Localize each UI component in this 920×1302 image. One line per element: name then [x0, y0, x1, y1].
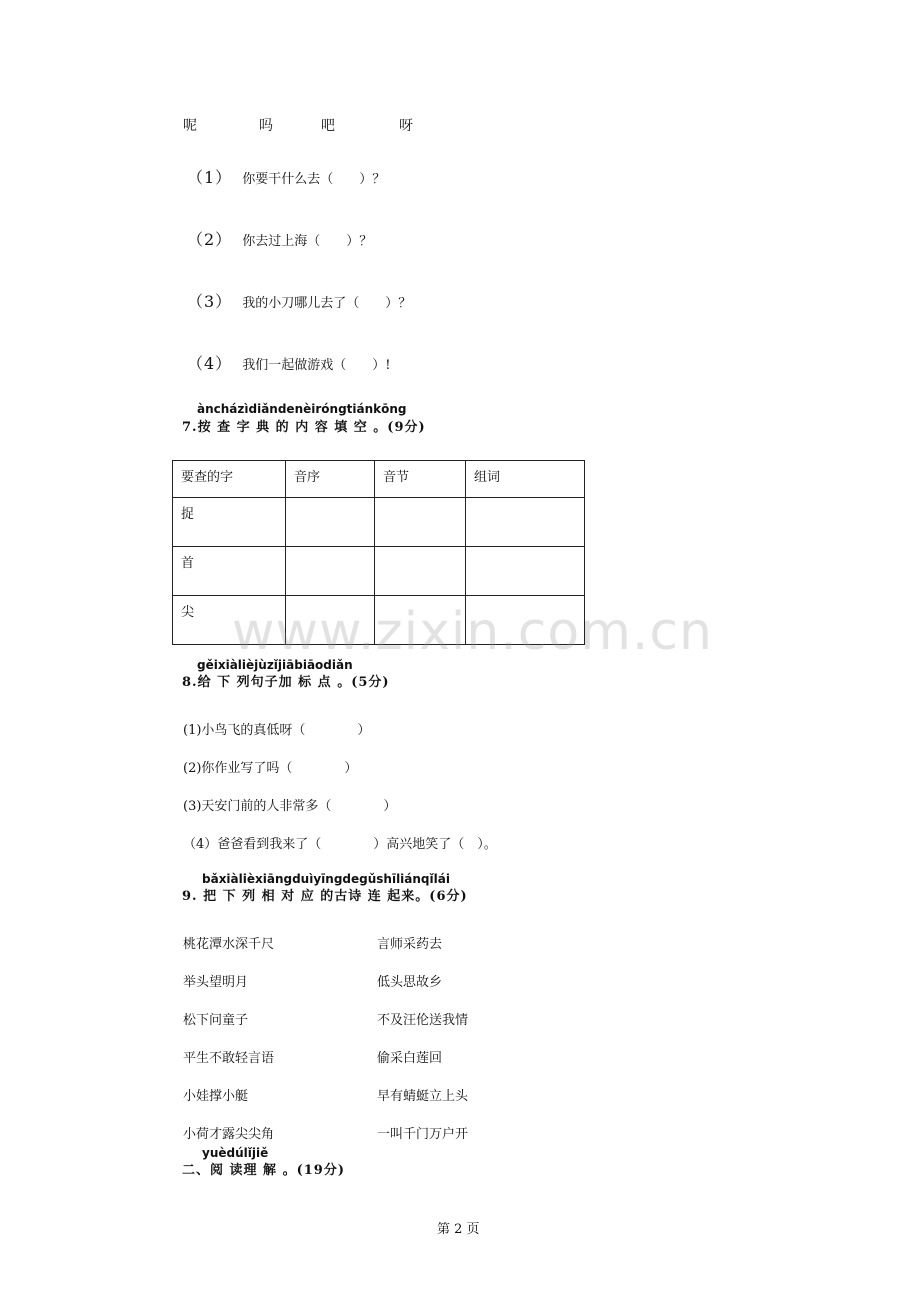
word-bank-item: 吗 — [259, 118, 273, 134]
poem-left-line[interactable]: 小娃撑小艇 — [183, 1089, 249, 1104]
table-header-cell: 要查的字 — [173, 461, 286, 498]
question-number: （1） — [187, 168, 233, 187]
question-number: （3） — [187, 292, 233, 311]
question-number: （4） — [187, 354, 233, 373]
poem-left-line[interactable]: 平生不敢轻言语 — [183, 1051, 275, 1066]
fill-question — [187, 351, 390, 374]
section2-pinyin: yuèdúlǐjiě — [202, 1146, 269, 1160]
poem-right-line[interactable]: 低头思故乡 — [377, 975, 443, 990]
poem-right-line[interactable]: 偷采白莲回 — [377, 1051, 443, 1066]
question-text: 我们一起做游戏（ ）! — [242, 358, 391, 373]
table-row — [173, 498, 585, 547]
table-cell-char: 尖 — [173, 596, 286, 645]
punctuation-item: (2)你作业写了吗（ ） — [183, 761, 358, 776]
section8-title: 8.给 下 列句子加 标 点 。(5分) — [182, 675, 390, 690]
word-bank-item: 呀 — [399, 118, 413, 134]
punctuation-item: （4）爸爸看到我来了（ ）高兴地笑了（ ）。 — [183, 837, 497, 852]
table-cell-char: 首 — [173, 547, 286, 596]
page-number: 第 2 页 — [437, 1222, 480, 1237]
table-header-cell: 组词 — [466, 461, 585, 498]
section8-pinyin: gěixiàlièjùzǐjiābiāodiǎn — [197, 658, 353, 672]
fill-question — [187, 289, 411, 312]
table-header-cell: 音节 — [375, 461, 466, 498]
poem-left-line[interactable]: 小荷才露尖尖角 — [183, 1127, 275, 1142]
punctuation-item: (1)小鸟飞的真低呀（ ） — [183, 723, 371, 738]
table-cell-blank[interactable] — [286, 498, 375, 547]
word-bank-item: 呢 — [183, 118, 197, 134]
table-header-cell: 音序 — [286, 461, 375, 498]
poem-left-line[interactable]: 松下问童子 — [183, 1013, 249, 1028]
question-text: 我的小刀哪儿去了（ ）？ — [242, 296, 412, 311]
poem-right-line[interactable]: 不及汪伦送我情 — [377, 1013, 469, 1028]
poem-right-line[interactable]: 一叫千门万户开 — [377, 1127, 469, 1142]
section9-pinyin: bǎxiàlièxiāngduìyīngdegǔshīliánqǐlái — [202, 872, 450, 886]
section9-title: 9. 把 下 列 相 对 应 的古诗 连 起来。(6分) — [182, 889, 468, 904]
section7-title: 7.按 查 字 典 的 内 容 填 空 。(9分) — [182, 420, 426, 435]
section7-pinyin: àncházìdiǎndenèiróngtiánkōng — [197, 402, 407, 416]
fill-question — [187, 165, 385, 188]
poem-right-line[interactable]: 言师采药去 — [377, 937, 443, 952]
punctuation-item: (3)天安门前的人非常多（ ） — [183, 799, 397, 814]
question-text: 你要干什么去（ ）？ — [242, 172, 386, 187]
question-text: 你去过上海（ ）？ — [242, 234, 373, 249]
section2-title: 二、阅 读理 解 。(19分) — [182, 1163, 345, 1178]
table-cell-char: 捉 — [173, 498, 286, 547]
table-cell-blank[interactable] — [375, 498, 466, 547]
table-header-row — [173, 461, 585, 498]
table-cell-blank[interactable] — [286, 547, 375, 596]
table-cell-blank[interactable] — [375, 547, 466, 596]
poem-left-line[interactable]: 举头望明月 — [183, 975, 249, 990]
question-number: （2） — [187, 230, 233, 249]
table-row — [173, 547, 585, 596]
fill-question — [187, 227, 372, 250]
watermark: www.zixin.com.cn — [232, 602, 713, 662]
table-cell-blank[interactable] — [466, 498, 585, 547]
word-bank-item: 吧 — [321, 118, 335, 134]
poem-left-line[interactable]: 桃花潭水深千尺 — [183, 937, 275, 952]
table-cell-blank[interactable] — [466, 547, 585, 596]
poem-right-line[interactable]: 早有蜻蜓立上头 — [377, 1089, 469, 1104]
